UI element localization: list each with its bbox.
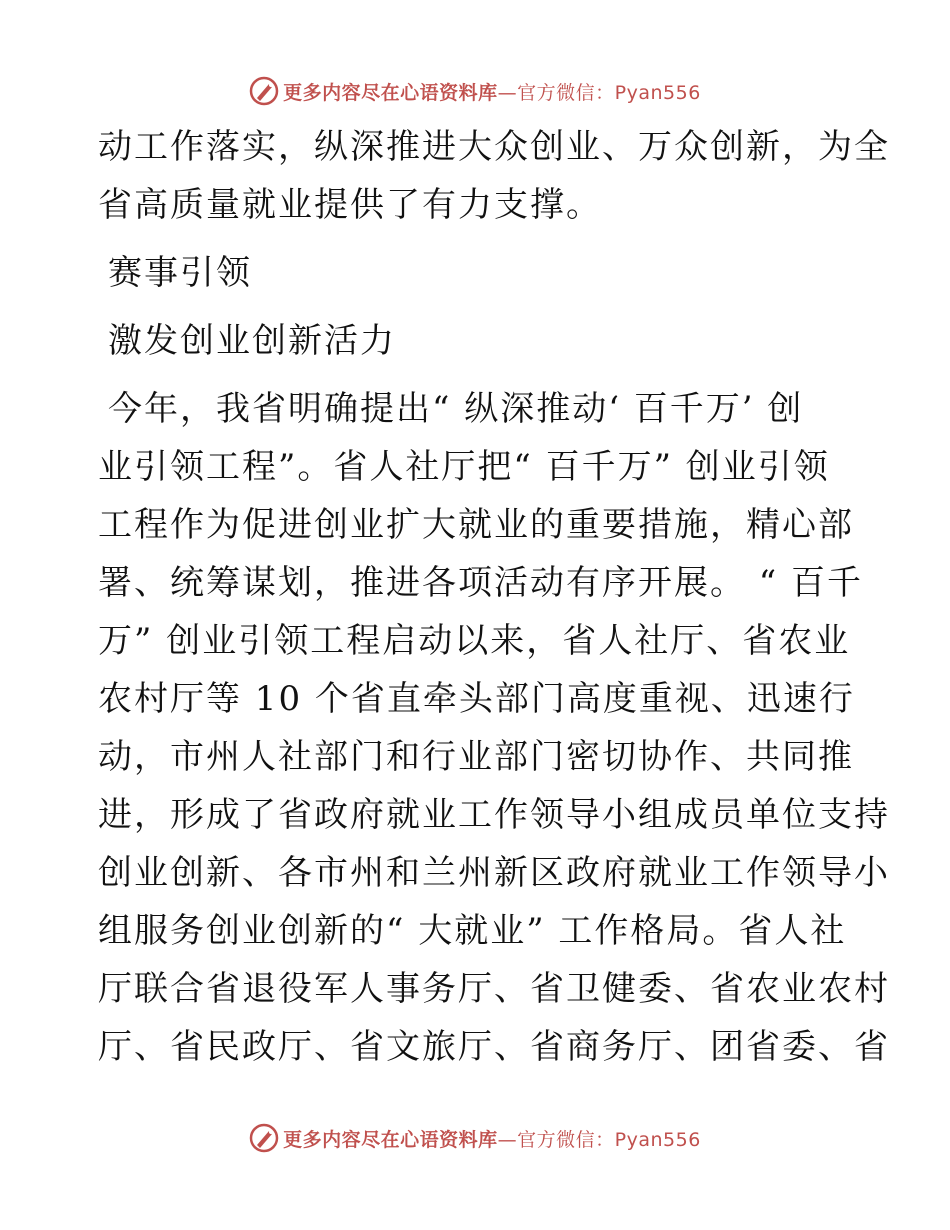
paragraph-2-line: 万” 创业引领工程启动以来，省人社厅、省农业 [98,621,851,661]
section-subheading: 激发创业创新活力 [108,321,396,361]
paragraph-2-line: 农村厅等 10 个省直牵头部门高度重视、迅速行 [98,679,855,719]
paragraph-2-line: 署、统筹谋划，推进各项活动有序开展。 “ 百千 [98,563,863,603]
footer-banner-suffix-text: —官方微信：Pyan556 [497,1128,701,1151]
section-heading: 赛事引领 [108,253,252,293]
pen-logo-icon [249,1123,279,1153]
paragraph-2-line: 今年，我省明确提出“ 纵深推动‘ 百千万’ 创 [108,389,804,429]
paragraph-2-line: 工程作为促进创业扩大就业的重要措施，精心部 [98,505,854,545]
paragraph-2-line: 厅联合省退役军人事务厅、省卫健委、省农业农村 [98,969,890,1009]
paragraph-2-line: 业引领工程”。省人社厅把“ 百千万” 创业引领 [98,447,830,487]
paragraph-2-line: 厅、省民政厅、省文旅厅、省商务厅、团省委、省 [98,1027,890,1067]
footer-banner-site-text: 更多内容尽在心语资料库 [283,1128,498,1151]
pen-logo-icon [249,76,279,106]
header-banner-suffix-text: —官方微信：Pyan556 [497,81,701,104]
header-banner-site-text: 更多内容尽在心语资料库 [283,81,498,104]
paragraph-2-line: 组服务创业创新的“ 大就业” 工作格局。省人社 [98,911,847,951]
paragraph-2-line: 进，形成了省政府就业工作领导小组成员单位支持 [98,795,890,835]
document-body [98,118,890,1076]
paragraph-1-line: 省高质量就业提供了有力支撑。 [98,185,602,225]
paragraph-2-line: 创业创新、各市州和兰州新区政府就业工作领导小 [98,853,890,893]
paragraph-1-line: 动工作落实，纵深推进大众创业、万众创新，为全 [98,127,890,167]
footer-watermark-banner [0,1118,950,1158]
header-watermark-banner [0,71,950,111]
paragraph-2-line: 动，市州人社部门和行业部门密切协作、共同推 [98,737,854,777]
